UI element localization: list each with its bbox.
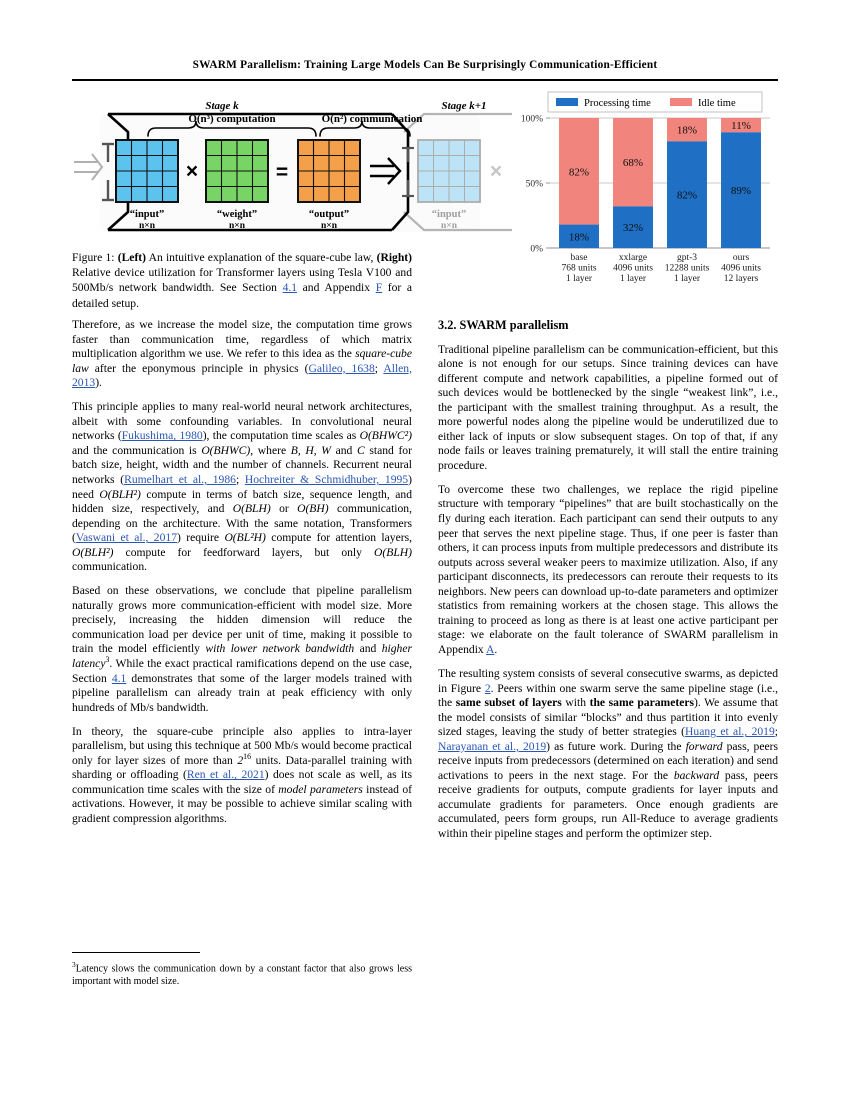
text-run: ) as future work. During the [546, 739, 686, 753]
svg-text:“output”: “output” [308, 209, 350, 220]
text-run: . Peers within one swarm serve the same pipeline stage (i.e., the [438, 681, 779, 710]
text-run: compute for attention layers, [265, 531, 412, 545]
text-run: after the eponymous principle in physics ( [88, 361, 309, 375]
citation-link[interactable]: Galileo, 1638 [308, 361, 375, 375]
math-expression: O(BL²H) [224, 531, 266, 545]
citation-link[interactable]: A [485, 642, 495, 656]
emphasis-text: higher latency [72, 642, 412, 671]
svg-text:n×n: n×n [441, 221, 457, 231]
chart-x-label-gpt-3-0: gpt-3 [676, 253, 698, 263]
legend-label-idle: Idle time [698, 98, 736, 109]
caption-text-4: for a detailed setup. [72, 281, 412, 310]
citation-link[interactable]: 2 [484, 681, 491, 695]
math-expression: O(BLH) [232, 502, 271, 516]
bar-label-processing-gpt-3: 82% [676, 189, 698, 202]
text-run: communication, depending on the architecture. With the same notation, Transformers ( [72, 502, 412, 545]
svg-text:n×n: n×n [229, 221, 245, 231]
math-expression: 2 [237, 753, 244, 767]
stage-k1-label: Stage k+1 [441, 100, 487, 112]
chart-x-label-base-0: base [570, 253, 588, 263]
chart-x-label-xxlarge-0: xxlarge [618, 253, 648, 263]
text-run: Based on these observations, we conclude that pipeline parallelism naturally grows more communication-efficient with model size. More precisely, increasing the hidden dimension will reduce the communication load per device per unit of time, making it possible to train the model efficiently [72, 584, 412, 656]
emphasis-text: backward [673, 768, 720, 782]
caption-bold-left: (Left) [117, 251, 147, 264]
math-expression: O(BLH) [374, 545, 412, 559]
strong-text: same subset of layers [455, 696, 562, 710]
svg-text:“weight”: “weight” [216, 209, 258, 220]
text-run: ; [774, 725, 778, 739]
text-run: with [561, 696, 590, 710]
bar-label-processing-ours: 89% [730, 185, 752, 198]
text-run: ; [374, 361, 384, 375]
text-run: To overcome these two challenges, we replace the rigid pipeline structure with temporary “pipelines” that are built stochastically on the fly during each iteration. Each participant can send their outputs to any peer that serves the next pipeline stage. Thus, if one peer is faster than others, it can process inputs from multiple predecessors and distribute its outputs across several weaker peers to maximize utilization. Also, if any participant disconnects, its predecessors can reroute their requests to its neighbors. New peers can download up-to-date parameters and optimizer statistics from remaining workers at the chosen stage. This allows the training to proceed as long as there is at least one active participant per stage: we elaborate on the fault tolerance of SWARM parallelism in Appendix [438, 482, 778, 656]
math-expression: C [356, 443, 365, 457]
citation-link[interactable]: Rumelhart et al., 1986 [124, 472, 236, 486]
text-run: , where [250, 443, 291, 457]
text-run: instead of activations. However, it may be possible to achieve similar scaling with gradient compression algorithms. [72, 782, 412, 825]
text-run: compute in terms of batch size, sequence length, and hidden size, respectively, and [72, 487, 412, 516]
emphasis-text: model parameters [278, 782, 363, 796]
header-divider [72, 79, 778, 81]
paragraph-p4 [72, 725, 412, 827]
chart-x-label-base-1: 768 units [561, 263, 597, 274]
text-run: . [494, 642, 498, 656]
text-run: . While the exact practical ramifications depend on the use case, Section [72, 657, 412, 685]
text-run: ; [235, 472, 245, 486]
caption-link-section[interactable]: 4.1 [282, 281, 298, 295]
emphasis-text: forward [685, 739, 723, 753]
chart-y-tick-1: 50% [525, 179, 543, 190]
caption-text-2: Relative device utilization for Transformer layers using Tesla V100 and 500Mb/s network bandwidth. See Section [72, 266, 412, 295]
text-run: Therefore, as we increase the model size, the computation time grows faster than communication time, regardless of which matrix multiplication algorithm we use. We refer to this idea as the [72, 318, 412, 361]
body-column-right [438, 318, 778, 998]
emphasis-text: with lower network bandwidth [205, 642, 355, 656]
text-run: Traditional pipeline parallelism can be communication-efficient, but this alone is not enough for our setups. Since training devices can have different compute and network capabilities, a pipeline formed out of such devices would be bottlenecked by the single “weakest link”, i.e., the participant with the smallest training throughput. As a result, the more powerful nodes along the pipeline would be underutilized due to either lack of inputs or slow subsequent stages. On top of that, if any node fails or leaves training prematurely, it will stall the entire training procedure. [438, 342, 778, 472]
math-expression: O(BHWC) [201, 443, 251, 457]
text-run: ), the computation time scales as [202, 429, 360, 443]
superscript: 16 [243, 751, 252, 761]
paragraph-p1 [72, 318, 412, 391]
running-header-title: SWARM Parallelism: Training Large Models Can Be Surprisingly Communication-Efficient [192, 59, 658, 71]
chart-x-label-ours-0: ours [732, 253, 750, 263]
paragraph-r3 [438, 667, 778, 842]
stage-k-label: Stage k [205, 100, 239, 112]
chart-x-label-base-2: 1 layer [565, 274, 593, 284]
citation-link[interactable]: Huang et al., 2019 [685, 725, 775, 739]
text-run: stand for batch size, height, width and the number of channels. Recurrent neural networks ( [72, 443, 412, 486]
citation-link[interactable]: Hochreiter & Schmidhuber, 1995 [244, 472, 409, 486]
text-run: units. Data-parallel training with sharding or offloading ( [72, 753, 412, 782]
chart-x-label-gpt-3-1: 12288 units [664, 263, 710, 274]
chart-x-label-ours-2: 12 layers [723, 274, 759, 284]
paragraph-r1 [438, 343, 778, 474]
text-run: communication. [72, 560, 148, 574]
right-paragraph-container [438, 343, 778, 842]
chart-x-label-ours-1: 4096 units [721, 263, 761, 274]
text-run: compute for feedforward layers, but only [113, 545, 374, 559]
svg-text:n×n: n×n [139, 221, 155, 231]
body-column-left [72, 318, 412, 958]
bar-label-processing-xxlarge: 32% [622, 222, 644, 235]
bar-label-idle-ours: 11% [731, 120, 751, 133]
caption-number: Figure 1: [72, 251, 115, 264]
footnote-block [72, 952, 412, 988]
legend-swatch-idle [670, 98, 692, 106]
communication-label: O(n²) communication [321, 113, 423, 125]
citation-link[interactable]: Fukushima, 1980 [121, 429, 203, 443]
chart-x-label-xxlarge-1: 4096 units [613, 263, 653, 274]
citation-link[interactable]: Vaswani et al., 2017 [75, 531, 177, 545]
text-run: In theory, the square-cube principle also applies to intra-layer parallelism, but using this technique at 500 Mb/s would become practical only for layer sizes of more than [72, 724, 412, 767]
figure-caption [72, 250, 412, 311]
section-heading-3-2: 3.2. SWARM parallelism [438, 318, 569, 332]
strong-text: the same parameters [589, 696, 695, 710]
text-run: ) need [72, 472, 412, 501]
text-run: ). [95, 376, 102, 390]
superscript: 3 [105, 655, 110, 665]
svg-text:“input”: “input” [129, 209, 165, 220]
chart-svg [520, 90, 778, 290]
caption-bold-right: (Right) [376, 251, 413, 264]
operator-equals: = [275, 161, 289, 184]
math-expression: O(BHWC²) [359, 429, 412, 443]
chart-y-tick-0: 0% [530, 244, 543, 255]
emphasis-text: square-cube law [72, 347, 412, 375]
caption-link-appendix[interactable]: F [375, 281, 383, 295]
bar-label-idle-gpt-3: 18% [676, 124, 698, 137]
svg-text:“input”: “input” [431, 209, 467, 220]
text-run: This principle applies to many real-world neural network architectures, albeit with some confounding variables. In convolutional neural networks ( [72, 400, 412, 443]
math-expression: O(BH) [297, 502, 329, 516]
footnote-body: Latency slows the communication down by a constant factor that also grows less important with model size. [72, 963, 412, 987]
caption-text-1: An intuitive explanation of the square-cube law, [146, 251, 377, 264]
text-run: or [270, 502, 298, 516]
paragraph-r2 [438, 483, 778, 658]
citation-link[interactable]: Ren et al., 2021 [186, 768, 265, 782]
operator-multiply-2: × [489, 160, 503, 183]
text-run: ). We assume that the model consists of similar “blocks” and thus partition it into evenly sized stages, leaving the study of better strategies ( [438, 696, 778, 739]
footnote-mark: 3 [72, 960, 76, 969]
text-run: The resulting system consists of several consecutive swarms, as depicted in Figure [438, 666, 778, 695]
text-run: and the communication is [72, 443, 202, 457]
operator-multiply-1: × [185, 160, 199, 183]
math-expression: O(BLH²) [72, 545, 114, 559]
text-run: pass, peers receive inputs from predecessors (determined on each iteration) and send activations to peers in the next stage. For the [438, 739, 779, 782]
chart-x-label-gpt-3-2: 1 layer [673, 274, 701, 284]
svg-text:n×n: n×n [321, 221, 337, 231]
text-run: and [330, 443, 357, 457]
footnote-text [72, 959, 412, 988]
paragraph-p2 [72, 400, 412, 575]
bar-label-idle-xxlarge: 68% [622, 157, 644, 170]
chart-y-tick-2: 100% [520, 114, 543, 125]
text-run: demonstrates that some of the larger models trained with pipeline parallelism can already train at peak efficiency with only hundreds of Mb/s bandwidth. [72, 671, 412, 714]
citation-link[interactable]: Narayanan et al., 2019 [438, 739, 547, 753]
running-header [72, 58, 778, 72]
text-run: ) require [177, 531, 225, 545]
bar-label-idle-base: 82% [568, 166, 590, 179]
bar-label-processing-base: 18% [568, 231, 590, 244]
citation-link[interactable]: 4.1 [111, 671, 127, 685]
text-run: pass, peers receive gradients for outputs, compute gradients for layer inputs and accumulate gradients for parameters. Once enough gradients are accumulated, peers form groups, run All-Reduce to average gradients within their pipeline stages and perform the optimizer step. [438, 768, 779, 840]
legend-label-processing: Processing time [584, 98, 651, 109]
diagram-svg [72, 96, 512, 246]
computation-label: O(n³) computation [188, 113, 276, 125]
math-expression: O(BLH²) [99, 487, 141, 501]
citation-link[interactable]: Allen, 2013 [72, 361, 412, 390]
device-utilization-chart [520, 90, 778, 290]
square-cube-diagram [72, 96, 512, 246]
caption-text-3: and Appendix [297, 281, 376, 295]
text-run: ) does not scale as well, as its communication time scales with the size of [72, 768, 413, 796]
math-expression: B, H, W [290, 443, 331, 457]
chart-x-label-xxlarge-2: 1 layer [619, 274, 647, 284]
footnote-divider [72, 952, 200, 953]
text-run: and [354, 642, 382, 656]
paragraph-p3 [72, 584, 412, 715]
legend-swatch-processing [556, 98, 578, 106]
